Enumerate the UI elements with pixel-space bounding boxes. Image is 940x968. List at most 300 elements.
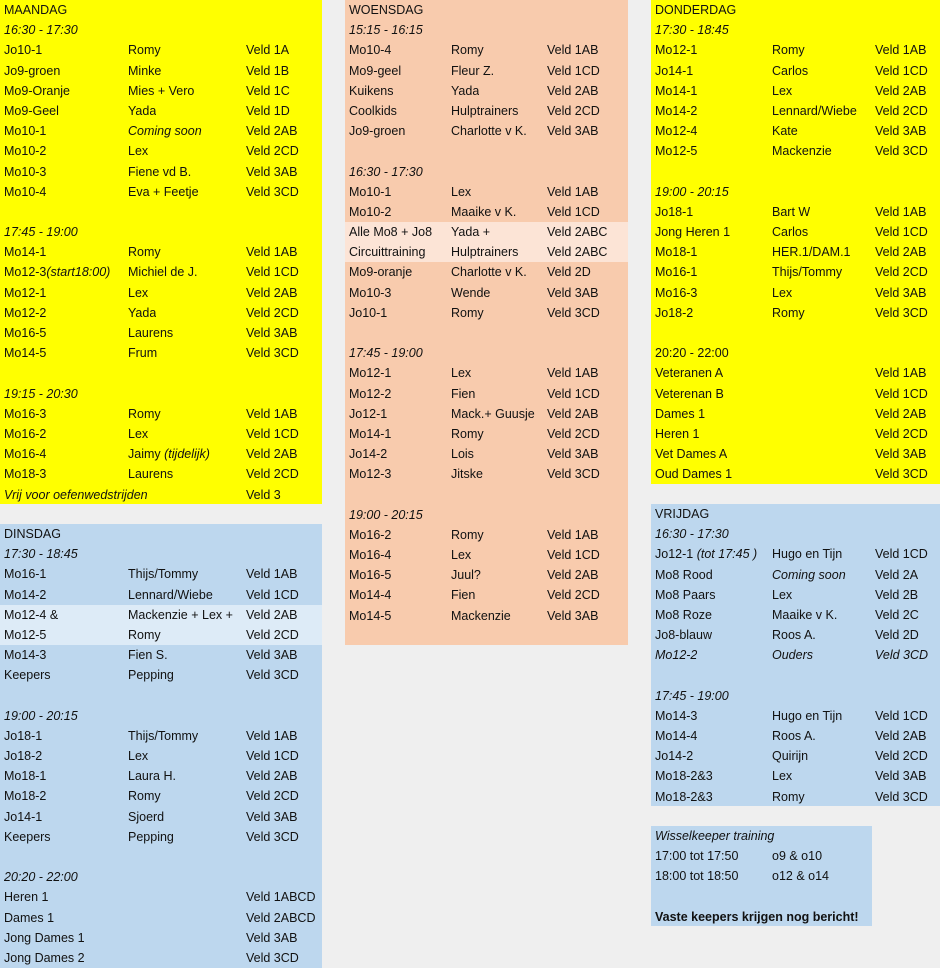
trainer-name: Thijs/Tommy [128,728,199,743]
schedule-row [0,807,322,827]
veld-cell: Veld 1CD [547,63,600,78]
veld-cell: Veld 3CD [246,346,299,361]
veld-cell: Veld 1CD [246,265,299,280]
schedule-row [651,544,940,564]
veld-cell: Veld 3CD [875,144,928,159]
schedule-row [345,464,628,484]
trainer-name: Yada [128,305,157,320]
team-cell [4,101,59,121]
donderdag-block [651,0,940,484]
trainer-name: Lois [451,447,474,462]
schedule-row [345,384,628,404]
trainer-cell [772,605,837,625]
team-cell [655,444,727,464]
trainer-name: Romy [451,43,484,58]
team-name: Jo14-1 [655,63,694,78]
trainer-cell [772,40,805,60]
trainer-cell [451,363,471,383]
team-name: Jo9-groen [4,63,61,78]
trainer-cell [128,665,174,685]
veld-cell: Veld 3AB [246,809,298,824]
team-cell [349,101,397,121]
trainer-name: Fiene vd B. [128,164,192,179]
trainer-cell [772,303,805,323]
trainer-name: Fleur Z. [451,63,495,78]
trainer-cell [451,121,527,141]
team-name: Veterenan B [655,386,724,401]
trainer-name: Laurens [128,467,174,482]
team-name: Mo18-1 [655,245,698,260]
trainer-cell [451,525,484,545]
team-name: Mo14-3 [4,648,47,663]
trainer-cell [772,706,842,726]
trainer-name: Kate [772,124,798,139]
trainer-cell [128,827,174,847]
time-slot: 17:30 - 18:45 [655,23,729,38]
schedule-row [0,101,322,121]
team-cell [4,61,60,81]
team-name: Mo10-1 [349,184,392,199]
schedule-row [0,242,322,262]
time-slot: 19:00 - 20:15 [4,708,78,723]
schedule-row [651,262,940,282]
schedule-row [0,544,322,564]
schedule-row [0,746,322,766]
team-cell [4,605,58,625]
veld-cell: Veld 2AB [547,568,599,583]
time-slot: 17:45 - 19:00 [655,688,729,703]
team-cell [655,645,697,665]
team-cell [655,222,730,242]
schedule-row [651,363,940,383]
team-cell [349,424,391,444]
schedule-row [651,20,940,40]
trainer-cell [451,464,483,484]
veld-cell: Veld 1CD [246,587,299,602]
team-cell [655,101,697,121]
veld-cell: Veld 2AB [875,245,927,260]
veld-cell: Veld 2ABC [547,245,608,260]
team-name: Mo16-3 [655,285,698,300]
trainer-cell [128,61,161,81]
team-name: Mo9-geel [349,63,402,78]
team-name: Mo14-1 [4,245,47,260]
schedule-row [651,61,940,81]
schedule-row [651,666,940,686]
schedule-row [0,948,322,968]
schedule-row [345,101,628,121]
team-cell [655,141,697,161]
schedule-row [0,343,322,363]
team-name: Mo12-2 [4,305,47,320]
team-cell [655,464,732,484]
team-name: Mo12-5 [4,627,47,642]
team-cell [4,141,46,161]
schedule-row [0,444,322,464]
veld-cell: Veld 3AB [875,769,927,784]
team-name: Mo16-1 [655,265,698,280]
team-cell [349,565,391,585]
team-name: Mo10-3 [349,285,392,300]
veld-cell: Veld 2ABCD [246,910,316,925]
veld-cell: Veld 2D [875,628,919,643]
team-cell [655,746,693,766]
team-name: Alle Mo8 + Jo8 [349,225,433,240]
veld-cell: Veld 2CD [875,103,928,118]
time-slot: 17:30 - 18:45 [4,547,78,562]
trainer-cell [451,444,474,464]
veld-cell: Veld 2AB [246,769,298,784]
schedule-row [345,222,628,242]
team-name: Jo18-1 [4,728,43,743]
schedule-row [0,887,322,907]
team-cell [349,525,391,545]
team-cell [655,565,713,585]
veld-cell: Veld 1CD [875,225,928,240]
veld-cell: Veld 1CD [547,548,600,563]
veld-cell: Veld 2CD [246,789,299,804]
team-name: Mo12-1 [349,366,392,381]
team-cell [4,827,51,847]
team-name: Mo14-4 [349,588,392,603]
trainer-cell [128,182,199,202]
trainer-name: Quirijn [772,749,809,764]
trainer-name: Lex [128,426,149,441]
veld-cell: Veld 3CD [547,467,600,482]
team-name: Mo14-5 [349,608,392,623]
team-cell [349,384,391,404]
team-name: Jo14-2 [655,749,694,764]
schedule-row [345,424,628,444]
trainer-name: Frum [128,346,158,361]
schedule-row [0,827,322,847]
team-name: Mo16-1 [4,567,47,582]
team-name: Jong Dames 1 [4,930,85,945]
team-cell [4,625,46,645]
schedule-row [345,505,628,525]
veld-cell: Veld 2D [547,265,591,280]
team-cell [4,928,85,948]
trainer-name: Yada + [451,225,491,240]
team-cell [655,787,713,807]
schedule-row [651,464,940,484]
veld-cell: Veld 3AB [547,447,599,462]
trainer-cell [128,242,161,262]
schedule-row [345,40,628,60]
schedule-row [0,464,322,484]
trainer-name: Jaimy [128,447,165,462]
woensdag-block [345,0,628,645]
team-name: Heren 1 [4,890,49,905]
trainer-name: Mackenzie [772,144,832,159]
team-cell [655,242,697,262]
schedule-row [345,343,628,363]
schedule-row [0,222,322,242]
trainer-name: Yada [128,103,157,118]
team-name: Mo18-2&3 [655,789,713,804]
trainer-name: Lex [772,769,793,784]
team-name: Mo16-4 [349,548,392,563]
schedule-row [345,303,628,323]
schedule-row [0,665,322,685]
veld-cell: Veld 3AB [547,124,599,139]
trainer-name: Michiel de J. [128,265,198,280]
trainer-cell [128,726,198,746]
team-name: Mo12-1 [655,43,698,58]
trainer-name: Yada [451,83,480,98]
schedule-row [345,404,628,424]
veld-cell: Veld 3AB [875,285,927,300]
team-cell [655,303,693,323]
veld-cell: Veld 3CD [875,789,928,804]
trainer-name: Fien [451,386,476,401]
team-name: Jo9-groen [349,124,406,139]
team-cell [655,605,712,625]
trainer-cell [128,645,168,665]
schedule-row [0,121,322,141]
schedule-row [345,585,628,605]
team-cell [349,242,425,262]
team-name: Mo12-1 [4,285,47,300]
trainer-cell [772,141,832,161]
schedule-row [651,303,940,323]
veld-cell: Veld 2CD [875,265,928,280]
team-cell [4,242,46,262]
team-cell [655,726,697,746]
trainer-cell [451,565,481,585]
team-name: Kuikens [349,83,394,98]
team-name: Mo10-2 [4,144,47,159]
trainer-cell [451,202,516,222]
veld-cell: Veld 2ABC [547,225,608,240]
team-cell [655,121,697,141]
trainer-name: Coming soon [128,124,202,139]
team-cell [4,645,46,665]
veld-cell: Veld 2CD [547,588,600,603]
veld-cell: Veld 3CD [246,184,299,199]
team-cell [349,202,391,222]
veld-cell: Veld 2B [875,587,919,602]
schedule-row [651,242,940,262]
team-cell [349,40,391,60]
team-name: Mo14-2 [4,587,47,602]
trainer-cell [451,262,527,282]
team-cell [349,81,393,101]
team-name: Jo8-blauw [655,628,712,643]
schedule-row [345,202,628,222]
trainer-name: Juul? [451,568,481,583]
team-name: Mo8 Paars [655,587,716,602]
veld-cell: Veld 1CD [246,426,299,441]
trainer-name: Romy [128,789,161,804]
time-slot: 20:20 - 22:00 [4,870,78,885]
trainer-name: Charlotte v K. [451,265,527,280]
schedule-row [345,444,628,464]
time-slot: 17:45 - 19:00 [4,225,78,240]
trainer-name: Romy [772,789,805,804]
team-cell [655,585,715,605]
veld-cell: Veld 2CD [246,305,299,320]
time-slot: 19:00 - 20:15 [655,184,729,199]
team-name: Mo16-4 [4,447,47,462]
team-cell [655,81,697,101]
team-name: Jong Heren 1 [655,225,731,240]
trainer-cell [128,605,233,625]
team-cell [4,40,42,60]
team-name: Mo9-Oranje [4,83,70,98]
veld-cell: Veld 1AB [246,406,298,421]
schedule-row [0,61,322,81]
schedule-row [651,384,940,404]
team-name: Jo18-2 [655,305,694,320]
trainer-name: Romy [451,426,484,441]
veld-cell: Veld 3AB [246,326,298,340]
schedule-row [0,384,322,404]
schedule-row [0,485,322,505]
trainer-name: Pepping [128,829,174,844]
team-name: Mo12-5 [655,144,698,159]
veld-cell: Veld 3CD [246,829,299,844]
team-cell [349,606,391,626]
team-name: Mo14-1 [349,426,392,441]
schedule-row [0,323,322,343]
schedule-row [651,343,940,363]
veld-cell: Veld 2AB [246,124,298,139]
schedule-row [345,61,628,81]
schedule-row [651,121,940,141]
team-name: Mo10-4 [349,43,392,58]
trainer-name: Thijs/Tommy [128,567,199,582]
trainer-name: Thijs/Tommy [772,265,843,280]
trainer-cell [451,242,518,262]
schedule-row [345,606,628,626]
trainer-name: Sjoerd [128,809,165,824]
team-cell [4,444,46,464]
team-name: Mo14-5 [4,346,47,361]
team-cell [4,182,46,202]
trainer-cell [451,81,479,101]
trainer-cell [128,444,210,464]
veld-cell: Veld 2AB [246,285,298,300]
schedule-row [0,564,322,584]
team-name: Jo14-1 [4,809,43,824]
veld-cell: Veld 1CD [875,547,928,562]
team-name: Heren 1 [655,426,700,441]
dinsdag-title: DINSDAG [4,527,61,541]
schedule-row [651,746,940,766]
time-slot: 20:20 - 22:00 [655,346,729,361]
trainer-name: Mackenzie + Lex + [128,607,233,622]
team-name: Mo16-3 [4,406,47,421]
veld-cell: Veld 1C [246,83,290,98]
veld-cell: Veld 1AB [547,184,599,199]
veld-cell: Veld 2AB [547,406,599,421]
trainer-name: Hugo en Tijn [772,708,843,723]
schedule-row [0,645,322,665]
keeper-row [651,846,872,866]
trainer-note: (tijdelijk) [164,447,210,462]
team-name: Jong Dames 2 [4,950,85,965]
team-name: Mo12-2 [655,648,698,663]
schedule-row [345,182,628,202]
trainer-cell [772,242,851,262]
team-name: Mo14-1 [655,83,698,98]
trainer-cell [128,564,198,584]
trainer-cell [772,625,816,645]
trainer-name: Romy [128,406,161,421]
schedule-row [345,525,628,545]
team-name: Mo18-3 [4,467,47,482]
schedule-row [651,585,940,605]
trainer-cell [772,746,808,766]
trainer-cell [772,81,792,101]
trainer-cell [451,101,518,121]
schedule-row [651,162,940,182]
team-cell [655,766,713,786]
schedule-row [0,686,322,706]
team-cell [349,303,387,323]
trainer-name: Carlos [772,225,809,240]
schedule-row [651,404,940,424]
maandag-block [0,0,322,504]
veld-cell: Veld 2AB [547,83,599,98]
team-cell [4,303,46,323]
veld-cell: Veld 2AB [875,729,927,744]
team-cell [4,343,46,363]
schedule-row [651,444,940,464]
schedule-row [345,262,628,282]
schedule-row [651,101,940,121]
trainer-name: Bart W [772,204,811,219]
veld-cell: Veld 2AB [875,406,927,421]
veld-cell: Veld 3AB [875,447,927,462]
schedule-row [651,524,940,544]
schedule-row [0,625,322,645]
time-slot: 19:00 - 20:15 [349,507,423,522]
trainer-name: Mies + Vero [128,83,195,98]
trainer-name: Lex [451,366,472,381]
schedule-row [0,141,322,161]
trainer-cell [772,787,805,807]
trainer-cell [772,202,810,222]
keeper-groups: o12 & o14 [772,869,829,884]
team-cell [4,564,46,584]
trainer-name: Lex [772,83,793,98]
keeper-time: 17:00 tot 17:50 [655,849,739,864]
team-name: Mo14-3 [655,708,698,723]
time-slot: 16:30 - 17:30 [4,23,78,38]
team-cell [349,262,412,282]
schedule-row [345,565,628,585]
trainer-cell [128,81,194,101]
time-slot: 16:30 - 17:30 [655,527,729,542]
trainer-name: Wende [451,285,491,300]
schedule-row [0,867,322,887]
woensdag-title: WOENSDAG [349,3,424,17]
schedule-row [0,585,322,605]
veld-cell: Veld 1CD [246,749,299,764]
veld-cell: Veld 2CD [547,426,600,441]
team-name: Mo16-5 [349,568,392,583]
veld-cell: Veld 3CD [246,950,299,965]
time-slot: 19:15 - 20:30 [4,386,78,401]
dinsdag-block [0,524,322,968]
trainer-name: Lex [451,548,472,563]
veld-cell: Veld 1AB [875,204,927,219]
team-cell [655,262,697,282]
team-name: Mo10-4 [4,184,47,199]
team-name: Oud Dames 1 [655,467,733,482]
